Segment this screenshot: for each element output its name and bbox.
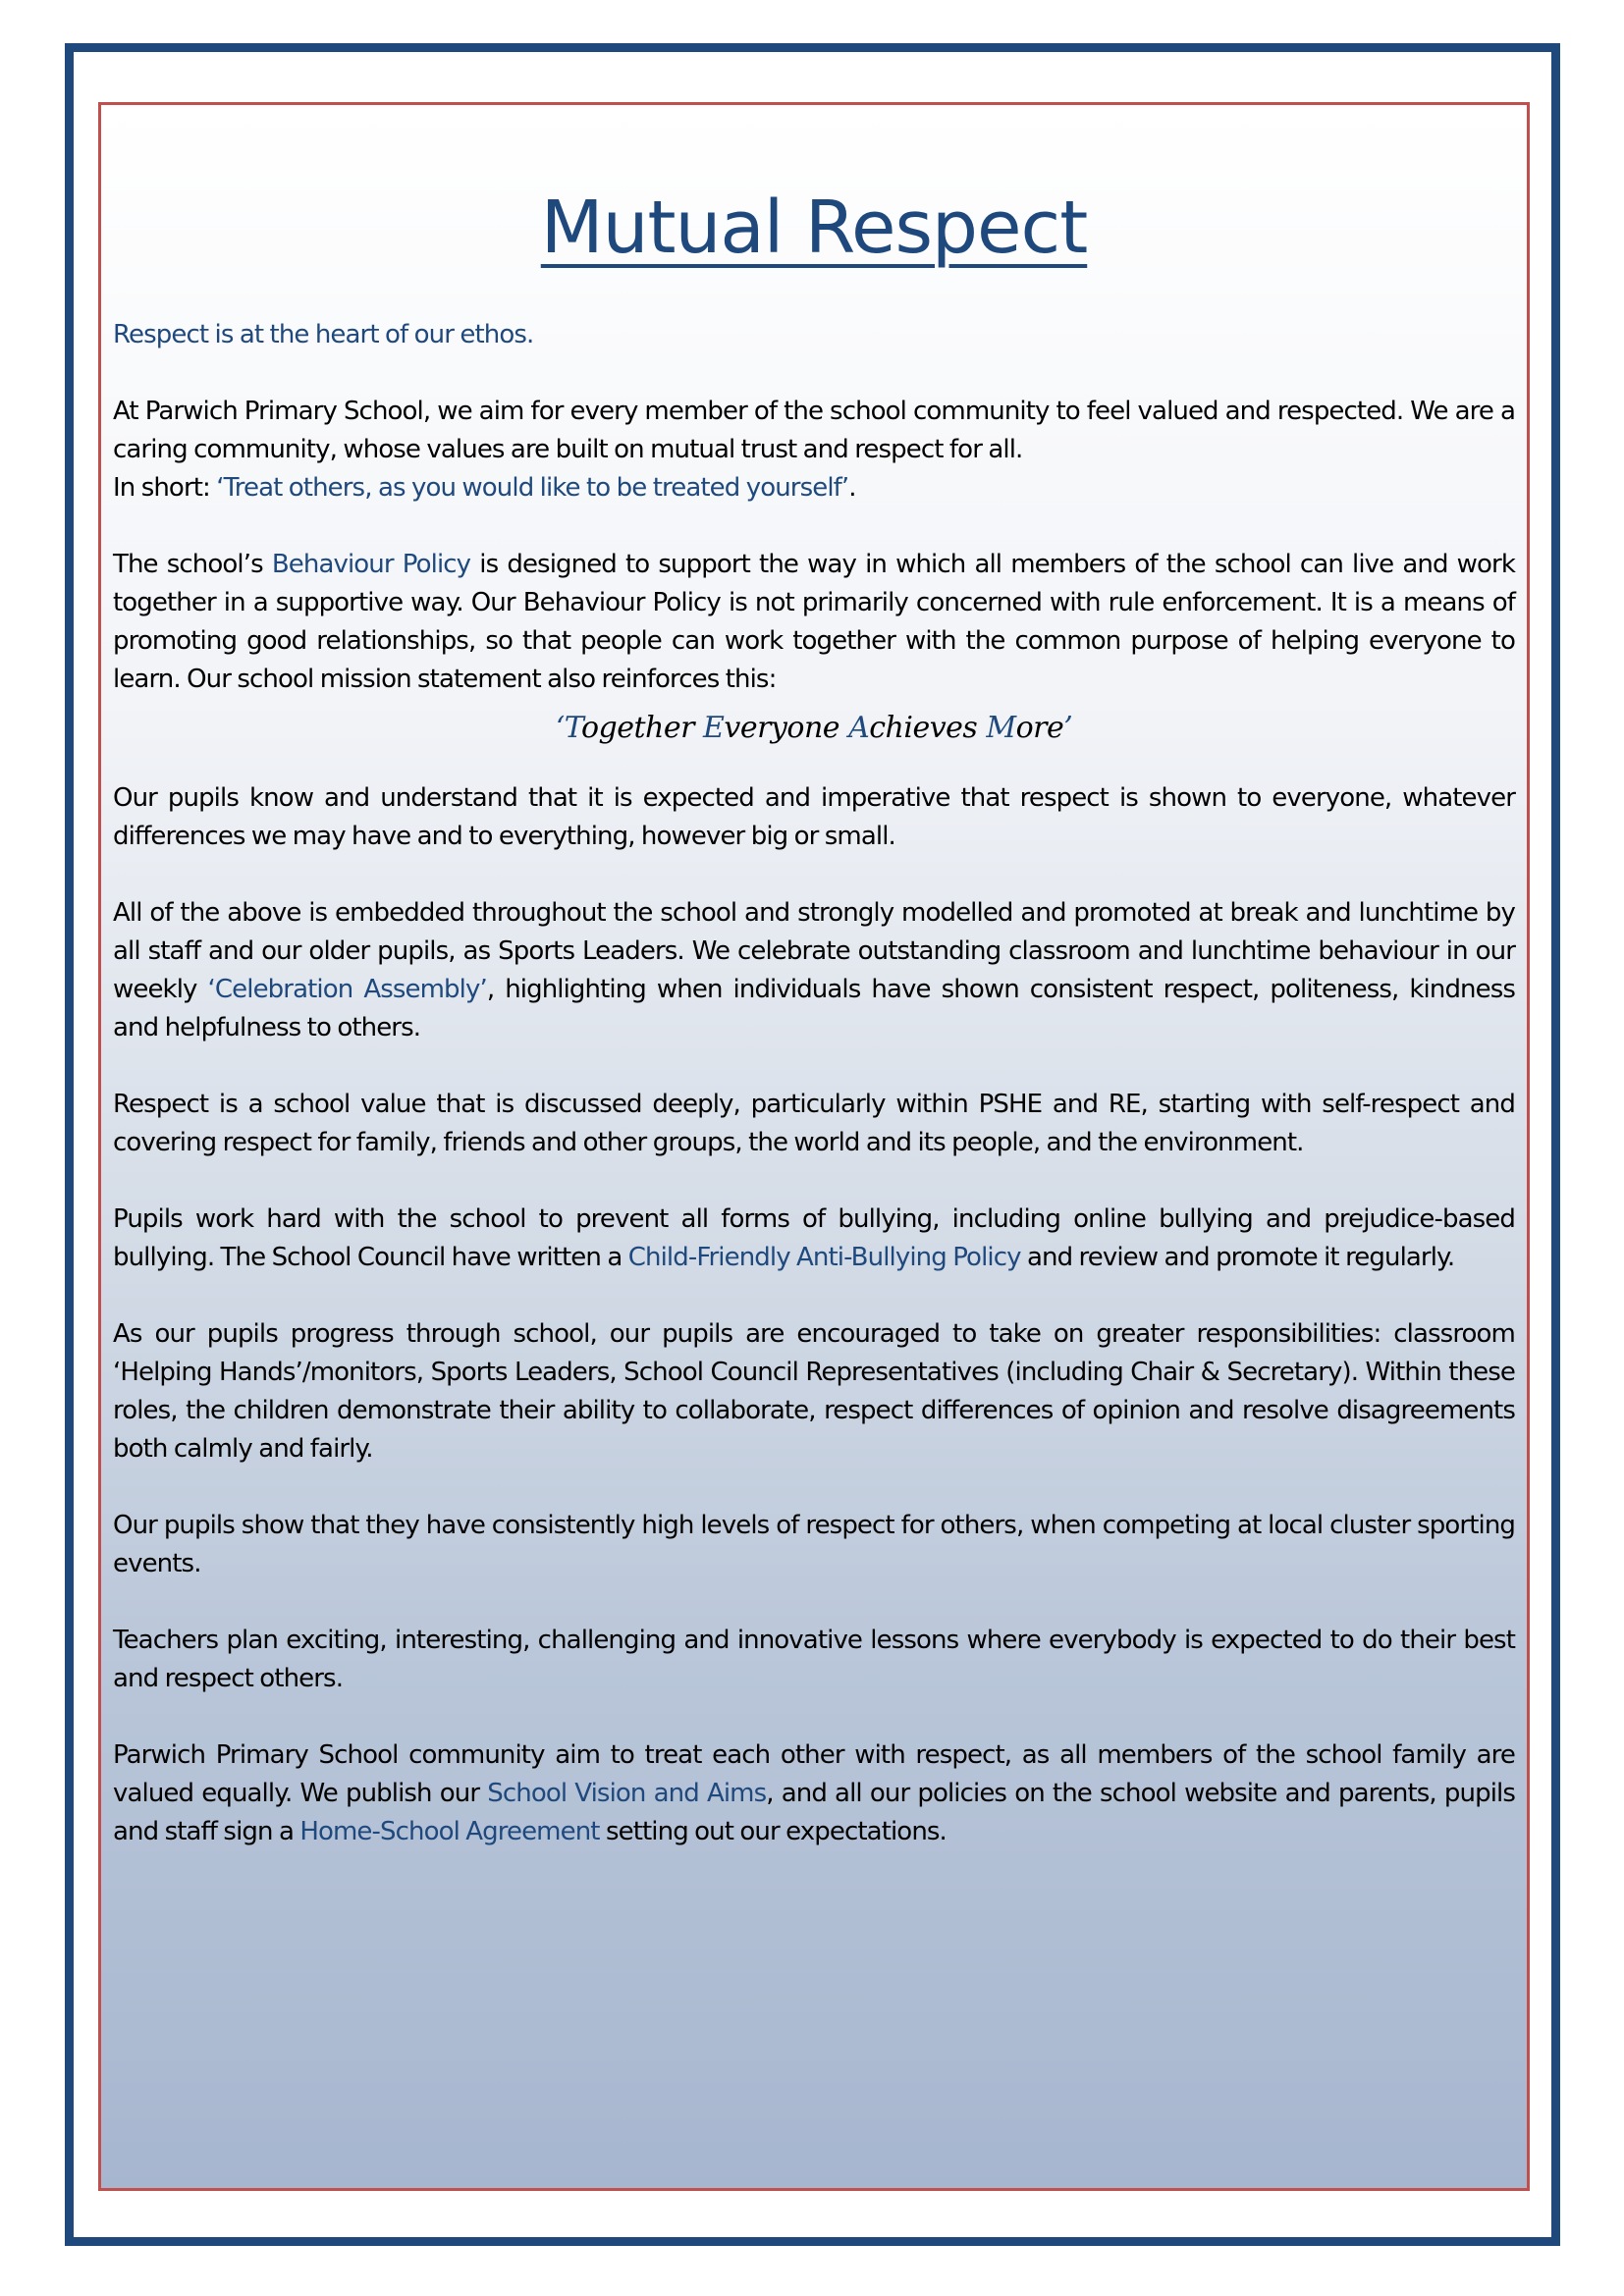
paragraph-behaviour-policy <box>113 546 1515 699</box>
behaviour-before: The school’s <box>113 550 272 579</box>
document-body <box>113 105 1515 1890</box>
behaviour-after: is designed to support the way in which all members of the school can live and work together in a supportive way. Our Behaviour Policy is not primarily concerned with rule enforcement. It is a means of promoting good relationships, so that people can work together with the common purpose of helping everyone to learn. Our school mission statement also reinforces this: <box>113 550 1515 694</box>
mission-statement <box>113 699 1515 758</box>
golden-rule-suffix: . <box>848 473 856 503</box>
page-title-text: Mutual Respect <box>540 186 1088 270</box>
celebration-assembly-link[interactable]: ‘Celebration Assembly’ <box>207 975 487 1004</box>
home-school-agreement-link[interactable]: Home-School Agreement <box>299 1817 600 1846</box>
mission-close-quote: ’ <box>1063 711 1073 745</box>
mission-word-more: ore <box>1015 711 1064 745</box>
vision-and-aims-link[interactable]: School Vision and Aims <box>487 1779 767 1808</box>
mission-initial-e: E <box>702 711 725 745</box>
paragraph-sporting-events: Our pupils show that they have consistently high levels of respect for others, when competing at local cluster sporting events. <box>113 1511 1515 1578</box>
paragraph-anti-bullying <box>113 1201 1515 1277</box>
paragraph-responsibilities: As our pupils progress through school, our pupils are encouraged to take on greater responsibilities: classroom ‘Helping Hands’/monitors, Sports Leaders, School Council Representatives (including Chair & Secretary). Within these roles, the children demonstrate their ability to collaborate, respect differences of opinion and resolve disagreements both calmly and fairly. <box>113 1319 1515 1464</box>
tagline: Respect is at the heart of our ethos. <box>113 320 534 349</box>
mission-word-everyone: veryone <box>724 711 849 745</box>
paragraph-celebration <box>113 894 1515 1047</box>
anti-bullying-after: and review and promote it regularly. <box>1020 1243 1455 1272</box>
mission-initial-t: T <box>564 711 581 745</box>
content-panel <box>98 102 1530 2191</box>
celebration-before: All of the above is embedded throughout the school and strongly modelled and promoted at break and lunchtime by all staff and our older pupils, as Sports Leaders. We celebrate outstanding classroom and lunchtime behaviour in our weekly <box>113 898 1515 1004</box>
anti-bullying-before: Pupils work hard with the school to prevent all forms of bullying, including online bullying and prejudice-based bullying. The School Council have written a <box>113 1204 1515 1272</box>
anti-bullying-policy-link[interactable]: Child-Friendly Anti-Bullying Policy <box>627 1243 1021 1272</box>
golden-rule-quote: ‘Treat others, as you would like to be treated yourself’ <box>216 473 849 503</box>
paragraph-community <box>113 1736 1515 1851</box>
community-after: setting out our expectations. <box>599 1817 947 1846</box>
intro-text: At Parwich Primary School, we aim for every member of the school community to feel valued and respected. We are a caring community, whose values are built on mutual trust and respect for all. <box>113 397 1515 464</box>
celebration-after: , highlighting when individuals have shown consistent respect, politeness, kindness and helpfulness to others. <box>113 975 1516 1042</box>
community-before: Parwich Primary School community aim to treat each other with respect, as all members of the school family are valued equally. We publish our <box>113 1740 1515 1808</box>
mission-word-achieves: chieves <box>869 711 987 745</box>
paragraph-teachers: Teachers plan exciting, interesting, challenging and innovative lessons where everybody is expected to do their best and respect others. <box>113 1626 1515 1693</box>
paragraph-pupils-understand: Our pupils know and understand that it is expected and imperative that respect is shown to everyone, whatever differences we may have and to everything, however big or small. <box>113 783 1515 851</box>
page-title <box>113 174 1515 282</box>
community-middle: , and all our policies on the school website and parents, pupils and staff sign a <box>113 1779 1515 1846</box>
mission-initial-a: A <box>848 711 870 745</box>
paragraph-pshe-re: Respect is a school value that is discussed deeply, particularly within PSHE and RE, starting with self-respect and covering respect for family, friends and other groups, the world and its people, and the environment. <box>113 1090 1515 1157</box>
in-short-label: In short: <box>113 473 217 503</box>
mission-word-together: ogether <box>580 711 703 745</box>
mission-open-quote: ‘ <box>555 711 565 745</box>
behaviour-policy-link[interactable]: Behaviour Policy <box>271 550 471 579</box>
paragraph-intro <box>113 393 1515 507</box>
mission-initial-m: M <box>986 711 1016 745</box>
